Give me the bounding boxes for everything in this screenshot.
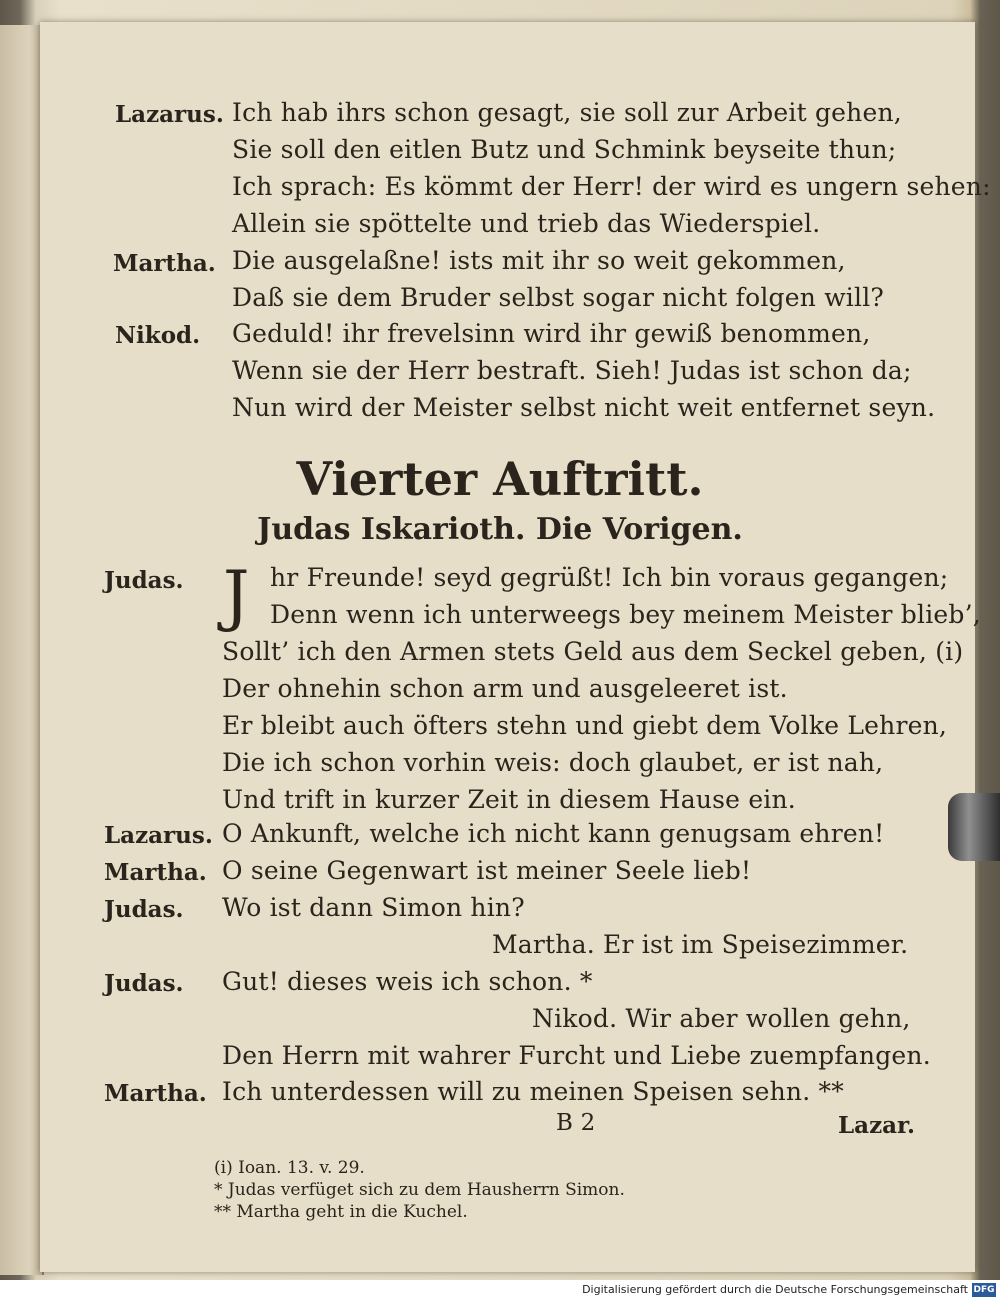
speaker-label: Martha. bbox=[104, 1080, 207, 1107]
verse-line: Denn wenn ich unterweegs bey meinem Meister blieb’, bbox=[270, 600, 981, 629]
dfg-logo: DFG bbox=[973, 1285, 995, 1295]
verse-line: Ich hab ihrs schon gesagt, sie soll zur Arbeit gehen, bbox=[232, 98, 902, 127]
verse-line: O seine Gegenwart ist meiner Seele lieb! bbox=[222, 856, 752, 885]
verse-line: Den Herrn mit wahrer Furcht und Liebe zuempfangen. bbox=[222, 1041, 931, 1070]
speaker-label: Judas. bbox=[104, 970, 184, 997]
verse-line-indented: Martha. Er ist im Speisezimmer. bbox=[492, 930, 909, 959]
scene-title: Vierter Auftritt. bbox=[296, 452, 704, 506]
speaker-label: Martha. bbox=[113, 250, 216, 277]
verse-line: O Ankunft, welche ich nicht kann genugsam ehren! bbox=[222, 819, 885, 848]
verse-line: Nun wird der Meister selbst nicht weit entfernet seyn. bbox=[232, 393, 936, 422]
verse-line: Er bleibt auch öfters stehn und giebt dem Volke Lehren, bbox=[222, 711, 948, 740]
verse-line: Geduld! ihr frevelsinn wird ihr gewiß benommen, bbox=[232, 319, 871, 348]
verse-line: Wo ist dann Simon hin? bbox=[222, 893, 525, 922]
verse-line: Ich unterdessen will zu meinen Speisen sehn. ** bbox=[222, 1077, 844, 1106]
verse-line: Sie soll den eitlen Butz und Schmink beyseite thun; bbox=[232, 135, 897, 164]
verse-line-indented: Nikod. Wir aber wollen gehn, bbox=[532, 1004, 911, 1033]
footnote: * Judas verfüget sich zu dem Hausherrn Simon. bbox=[214, 1180, 625, 1200]
speaker-label: Lazarus. bbox=[104, 822, 213, 849]
speaker-label: Judas. bbox=[104, 567, 184, 594]
page-clip bbox=[948, 793, 1000, 861]
verse-line: Allein sie spöttelte und trieb das Wiederspiel. bbox=[232, 209, 821, 238]
drop-cap: J bbox=[223, 557, 250, 634]
verse-line: Die ausgelaßne! ists mit ihr so weit gekommen, bbox=[232, 246, 846, 275]
verse-line: Gut! dieses weis ich schon. * bbox=[222, 967, 593, 996]
speaker-label: Martha. bbox=[104, 859, 207, 886]
speaker-label: Judas. bbox=[104, 896, 184, 923]
verse-line: Daß sie dem Bruder selbst sogar nicht folgen will? bbox=[232, 283, 884, 312]
footnote: ** Martha geht in die Kuchel. bbox=[214, 1202, 468, 1222]
verse-line: Sollt’ ich den Armen stets Geld aus dem Seckel geben, (i) bbox=[222, 637, 964, 666]
signature-mark: B 2 bbox=[556, 1110, 596, 1136]
previous-page-edge bbox=[0, 25, 44, 1275]
dfg-credit: Digitalisierung gefördert durch die Deutsche Forschungsgemeinschaft bbox=[582, 1283, 968, 1296]
verse-line: Und trift in kurzer Zeit in diesem Hause ein. bbox=[222, 785, 796, 814]
verse-line: hr Freunde! seyd gegrüßt! Ich bin voraus gegangen; bbox=[270, 563, 949, 592]
speaker-label: Lazarus. bbox=[115, 101, 224, 128]
verse-line: Der ohnehin schon arm und ausgeleeret ist. bbox=[222, 674, 788, 703]
footnote: (i) Ioan. 13. v. 29. bbox=[214, 1158, 365, 1178]
catchword: Lazar. bbox=[838, 1112, 916, 1139]
speaker-label: Nikod. bbox=[115, 322, 201, 349]
verse-line: Wenn sie der Herr bestraft. Sieh! Judas ist schon da; bbox=[232, 356, 912, 385]
verse-line: Ich sprach: Es kömmt der Herr! der wird es ungern sehen: bbox=[232, 172, 991, 201]
verse-line: Die ich schon vorhin weis: doch glaubet, er ist nah, bbox=[222, 748, 884, 777]
scene-persons: Judas Iskarioth. Die Vorigen. bbox=[257, 512, 743, 547]
